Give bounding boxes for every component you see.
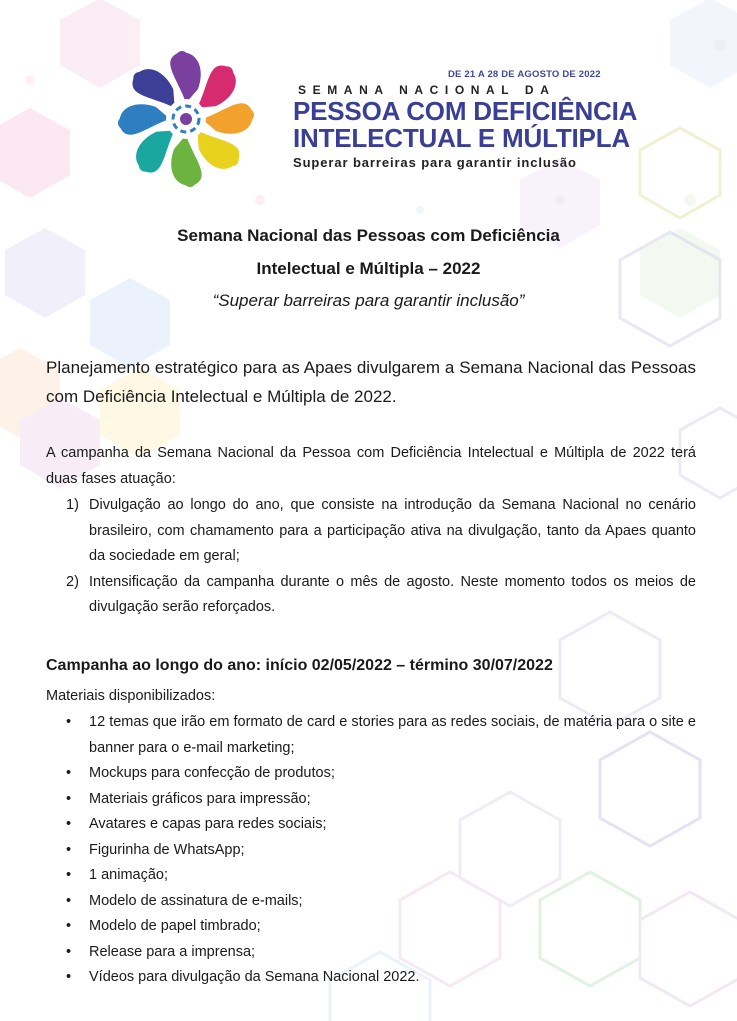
logo-petal-purple: [170, 51, 201, 103]
phase-item: [46, 570, 696, 621]
phase-item: [46, 493, 696, 570]
header-slogan: Superar barreiras para garantir inclusão: [293, 155, 577, 170]
material-item: [46, 838, 696, 864]
bullet-icon: •: [66, 969, 72, 985]
bullet-icon: •: [66, 714, 72, 730]
material-item: [46, 863, 696, 889]
bullet-icon: •: [66, 816, 72, 832]
page-title-line1: Semana Nacional das Pessoas com Deficiência: [177, 226, 560, 245]
phase-number: 1): [66, 497, 79, 513]
material-item: [46, 710, 696, 761]
material-text: Release para a imprensa;: [89, 943, 256, 960]
header-semana-nacional: SEMANA NACIONAL DA: [298, 83, 556, 97]
year-campaign-heading: Campanha ao longo do ano: início 02/05/2022 – término 30/07/2022: [46, 657, 553, 674]
materials-label: Materiais disponibilizados:: [46, 688, 216, 704]
material-item: [46, 812, 696, 838]
material-text: Vídeos para divulgação da Semana Nacional 2022.: [89, 969, 420, 985]
phase-text: Intensificação da campanha durante o mês de agosto. Neste momento todos os meios de divulgação serão reforçados.: [89, 573, 696, 615]
header-title-line2: INTELECTUAL E MÚLTIPLA: [293, 123, 630, 153]
bullet-icon: •: [66, 841, 72, 858]
material-text: Mockups para confecção de produtos;: [89, 765, 335, 781]
material-item: [46, 940, 696, 966]
bullet-icon: •: [66, 867, 72, 883]
material-item: [46, 889, 696, 915]
header-dates: DE 21 A 28 DE AGOSTO DE 2022: [448, 69, 601, 80]
bullet-icon: •: [66, 765, 72, 781]
material-text: Modelo de assinatura de e-mails;: [89, 892, 303, 909]
bullet-icon: •: [66, 892, 72, 909]
bullet-icon: •: [66, 918, 72, 934]
material-text: 12 temas que irão em formato de card e stories para as redes sociais, de matéria para o site e banner para o e-mail marketing;: [89, 714, 696, 756]
material-text: Modelo de papel timbrado;: [89, 918, 261, 934]
phase-text: Divulgação ao longo do ano, que consiste na introdução da Semana Nacional no cenário brasileiro, com chamamento para a participação ativa na divulgação, tanto da Apaes quanto da sociedade em geral;: [89, 497, 696, 564]
materials-list: [46, 710, 696, 991]
material-text: Avatares e capas para redes sociais;: [89, 816, 327, 832]
page-title-line2: Intelectual e Múltipla – 2022: [256, 259, 481, 278]
material-item: [46, 787, 696, 813]
bullet-icon: •: [66, 790, 72, 807]
material-item: [46, 914, 696, 940]
phases-list: [46, 493, 696, 621]
header-title-line1: PESSOA COM DEFICIÊNCIA: [293, 96, 638, 126]
phase-number: 2): [66, 573, 79, 590]
page-subtitle: “Superar barreiras para garantir inclusão”: [212, 291, 525, 310]
campaign-intro-paragraph: A campanha da Semana Nacional da Pessoa com Deficiência Intelectual e Múltipla de 2022 terá duas fases atuação:: [46, 445, 696, 487]
semana-nacional-logo-icon: [115, 48, 257, 190]
material-text: Figurinha de WhatsApp;: [89, 841, 245, 858]
material-text: Materiais gráficos para impressão;: [89, 790, 311, 807]
intro-paragraph: Planejamento estratégico para as Apaes divulgarem a Semana Nacional das Pessoas com Deficiência Intelectual e Múltipla de 2022.: [46, 358, 696, 406]
material-item: [46, 965, 696, 991]
bullet-icon: •: [66, 943, 72, 960]
material-text: 1 animação;: [89, 867, 168, 883]
material-item: [46, 761, 696, 787]
